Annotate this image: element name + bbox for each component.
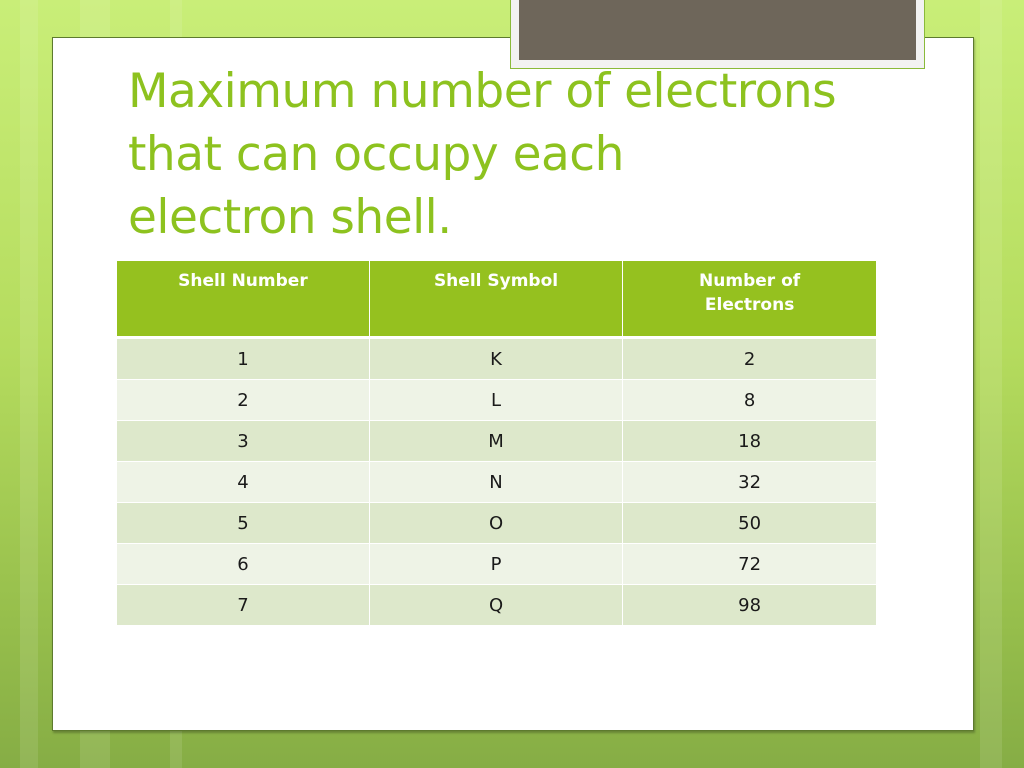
cell-shell-symbol: O [370,503,623,544]
header-shell-number [117,261,370,339]
cell-shell-symbol: M [370,421,623,462]
header-label: Shell Number [178,271,308,291]
cell-shell-symbol: K [370,339,623,380]
electron-shell-table [117,261,876,626]
title-line-3: electron shell. [128,190,452,245]
cell-shell-number: 3 [117,421,370,462]
title-line-1: Maximum number of electrons [128,64,837,119]
cell-shell-symbol: N [370,462,623,503]
table-row [117,339,876,380]
cell-shell-number: 1 [117,339,370,380]
table-row [117,380,876,421]
cell-electrons: 72 [623,544,876,585]
title-line-2: that can occupy each [128,127,624,182]
cell-electrons: 50 [623,503,876,544]
cell-electrons: 2 [623,339,876,380]
header-number-of-electrons [623,261,876,339]
table-row [117,462,876,503]
table-header-row [117,261,876,339]
cell-electrons: 8 [623,380,876,421]
decorative-tab-fill [519,0,916,60]
slide-title [128,60,908,249]
table-row [117,585,876,626]
header-label: Shell Symbol [433,271,559,291]
cell-shell-number: 2 [117,380,370,421]
cell-shell-number: 6 [117,544,370,585]
cell-shell-number: 5 [117,503,370,544]
background-stripe [980,0,1002,768]
decorative-tab [510,0,925,69]
background-stripe [20,0,38,768]
header-label: Number of [699,271,801,291]
cell-shell-symbol: L [370,380,623,421]
table-row [117,544,876,585]
cell-shell-symbol: P [370,544,623,585]
table-row [117,503,876,544]
table-row [117,421,876,462]
cell-shell-number: 7 [117,585,370,626]
header-label: Electrons [704,295,795,315]
cell-electrons: 98 [623,585,876,626]
cell-shell-number: 4 [117,462,370,503]
cell-electrons: 18 [623,421,876,462]
cell-electrons: 32 [623,462,876,503]
cell-shell-symbol: Q [370,585,623,626]
header-shell-symbol [370,261,623,339]
